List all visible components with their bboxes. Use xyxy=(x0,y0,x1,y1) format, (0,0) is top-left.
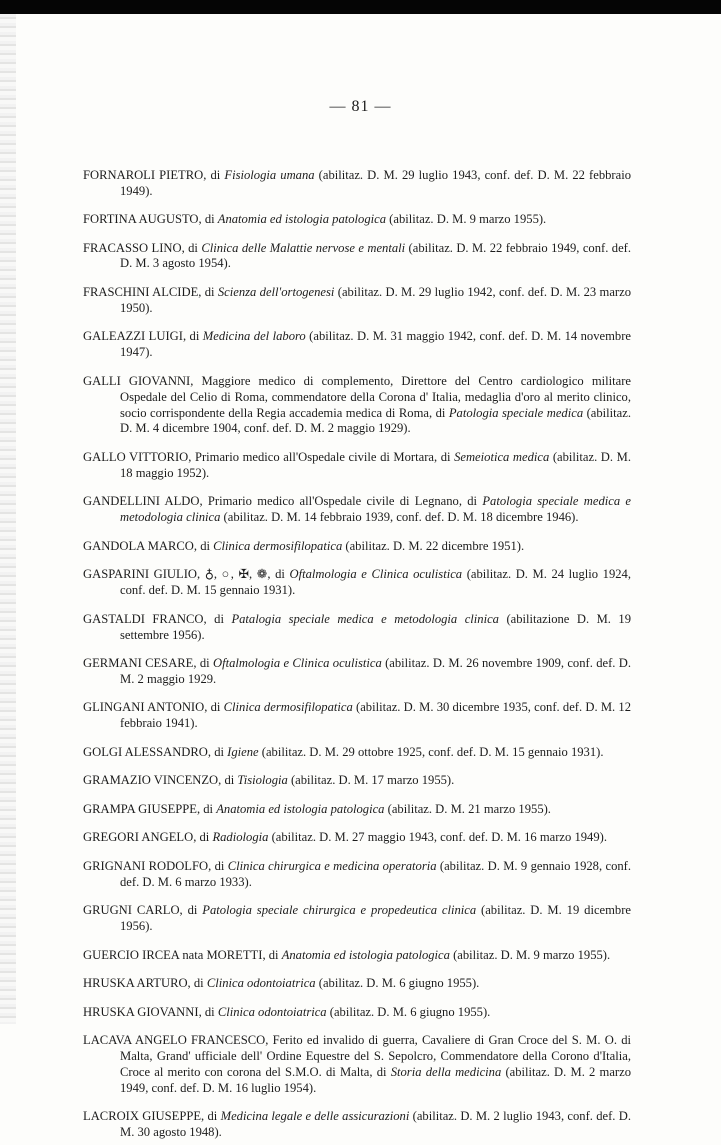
entry xyxy=(83,567,631,599)
entry-text: LACAVA ANGELO FRANCESCO, Ferito ed invalido di guerra, Cavaliere di Gran Croce del S. M. O. di Malta, Grand' ufficiale dell' Ordine Equestre del S. Sepolcro, Commendatore della Corono d'Italia, Croce al merito con corona del S.M.O. di Malta, di xyxy=(83,1033,631,1079)
entry-text: LACROIX GIUSEPPE, di xyxy=(83,1109,221,1124)
entry-subject: Anatomia ed istologia patologica xyxy=(281,947,450,962)
entry-text: (abilitaz. D. M. 9 marzo 1955). xyxy=(386,212,547,226)
entry-text: (abilitaz. D. M. 21 marzo 1955). xyxy=(384,801,551,816)
entry-subject: Patologia speciale medica e metodologia clinica xyxy=(120,494,631,525)
entry-text: GALEAZZI LUIGI, di xyxy=(83,329,203,344)
entry-text: (abilitaz. D. M. 2 luglio 1943, conf. def. D. M. 30 agosto 1948). xyxy=(120,1109,631,1140)
entry-text: (abilitaz. D. M. 29 luglio 1943, conf. def. D. M. 22 febbraio 1949). xyxy=(120,167,631,198)
entry-subject: Anatomia ed istologia patologica xyxy=(217,212,387,226)
entry xyxy=(83,285,631,317)
entry-text: FRACASSO LINO, di xyxy=(83,240,202,255)
entry-text: (abilitaz. D. M. 24 luglio 1924, conf. def. D. M. 15 gennaio 1931). xyxy=(120,567,631,598)
entry xyxy=(83,948,631,964)
entry xyxy=(83,241,631,273)
entry-text: (abilitaz. D. M. 22 febbraio 1949, conf. def. D. M. 3 agosto 1954). xyxy=(120,240,632,271)
entry-subject: Clinica delle Malattie nervose e mentali xyxy=(201,240,406,255)
entry-text: (abilitaz. D. M. 29 ottobre 1925, conf. def. D. M. 15 gennaio 1931). xyxy=(258,744,604,759)
entry-subject: Clinica dermosifilopatica xyxy=(213,538,343,553)
entry-text: (abilitaz. D. M. 2 marzo 1949, conf. def. D. M. 16 luglio 1954). xyxy=(120,1065,631,1095)
entry xyxy=(83,494,631,526)
entry xyxy=(83,1005,631,1021)
entry xyxy=(83,212,631,228)
entry xyxy=(83,656,631,688)
entry-text: (abilitaz. D. M. 6 giugno 1955). xyxy=(326,1004,491,1019)
entry-subject: Radiologia xyxy=(212,830,269,845)
entry xyxy=(83,773,631,789)
entry-subject: Patologia speciale chirurgica e propedeutica clinica xyxy=(202,903,477,918)
entry-text: GANDOLA MARCO, di xyxy=(83,538,214,553)
entry-subject: Clinica odontoiatrica xyxy=(217,1004,327,1019)
entry-text: GALLO VITTORIO, Primario medico all'Ospedale civile di Mortara, di xyxy=(83,449,455,464)
page-number: — 81 — xyxy=(329,98,392,115)
entry-text: (abilitaz. D. M. 22 dicembre 1951). xyxy=(342,538,525,553)
scan-binding-edge xyxy=(0,14,16,1024)
entry xyxy=(83,1033,631,1097)
entry-text: GOLGI ALESSANDRO, di xyxy=(83,744,228,759)
entry-text: (abilitaz. D. M. 26 novembre 1909, conf. def. D. M. 2 maggio 1929. xyxy=(120,656,631,686)
entry-text: GRAMAZIO VINCENZO, di xyxy=(83,773,238,788)
entry-text: FRASCHINI ALCIDE, di xyxy=(83,284,218,299)
entry-subject: Igiene xyxy=(227,744,259,759)
entry-subject: Storia della medicina xyxy=(390,1065,502,1079)
entry-text: GREGORI ANGELO, di xyxy=(83,830,213,845)
entry-subject: Medicina del laboro xyxy=(202,329,306,344)
entry-text: GUERCIO IRCEA nata MORETTI, di xyxy=(83,947,282,962)
entry-text: HRUSKA GIOVANNI, di xyxy=(83,1004,218,1019)
entry-text: GANDELLINI ALDO, Primario medico all'Ospedale civile di Legnano, di xyxy=(83,494,483,509)
entry-text: GRAMPA GIUSEPPE, di xyxy=(83,801,217,816)
entry xyxy=(83,700,631,732)
entry-subject: Clinica chirurgica e medicina operatoria xyxy=(227,858,437,873)
entry-subject: Scienza dell'ortogenesi xyxy=(217,284,335,299)
entry-subject: Fisiologia umana xyxy=(224,167,315,182)
entry-subject: Clinica odontoiatrica xyxy=(206,976,316,991)
entry xyxy=(83,612,631,644)
entry-list xyxy=(83,155,631,1145)
entry-text: (abilitaz. D. M. 31 maggio 1942, conf. def. D. M. 14 novembre 1947). xyxy=(120,329,631,360)
entry xyxy=(83,374,631,438)
entry-text: GERMANI CESARE, di xyxy=(83,656,213,671)
entry-subject: Medicina legale e delle assicurazioni xyxy=(220,1109,410,1124)
entry xyxy=(83,1109,631,1141)
entry xyxy=(83,539,631,555)
entry-subject: Tisiologia xyxy=(237,773,288,788)
entry-text: GLINGANI ANTONIO, di xyxy=(83,700,224,715)
entry-text: (abilitaz. D. M. 14 febbraio 1939, conf. def. D. M. 18 dicembre 1946). xyxy=(220,510,579,525)
entry-subject: Patalogia speciale medica e metodologia clinica xyxy=(231,611,499,626)
entry xyxy=(83,903,631,935)
entry-text: (abilitaz. D. M. 9 marzo 1955). xyxy=(449,947,611,962)
entry-text: GASTALDI FRANCO, di xyxy=(83,611,232,626)
entry-subject: Semeiotica medica xyxy=(454,449,550,464)
entry-text: (abilitaz. D. M. 27 maggio 1943, conf. def. D. M. 16 marzo 1949). xyxy=(268,830,607,845)
entry xyxy=(83,745,631,761)
entry-text: (abilitaz. D. M. 19 dicembre 1956). xyxy=(120,903,631,934)
entry-text: (abilitaz. D. M. 6 giugno 1955). xyxy=(315,976,480,991)
entry-subject: Clinica dermosifilopatica xyxy=(223,700,353,715)
entry-subject: Oftalmologia e Clinica oculistica xyxy=(212,656,382,671)
entry xyxy=(83,976,631,992)
entry-text: (abilitaz. D. M. 9 gennaio 1928, conf. def. D. M. 6 marzo 1933). xyxy=(120,858,632,889)
entry xyxy=(83,802,631,818)
entry-text: HRUSKA ARTURO, di xyxy=(83,976,207,991)
entry-text: (abilitaz. D. M. 4 dicembre 1904, conf. def. D. M. 2 maggio 1929). xyxy=(120,405,632,436)
entry-text: FORNAROLI PIETRO, di xyxy=(83,167,225,182)
entry-subject: Anatomia ed istologia patologica xyxy=(216,801,385,816)
entry xyxy=(83,168,631,200)
entry-subject: Oftalmologia e Clinica oculistica xyxy=(289,567,463,582)
entry-text: (abilitaz. D. M. 30 dicembre 1935, conf. def. D. M. 12 febbraio 1941). xyxy=(120,700,631,731)
entry-text: GRUGNI CARLO, di xyxy=(83,903,203,918)
entry xyxy=(83,329,631,361)
scan-top-border xyxy=(0,0,721,14)
entry xyxy=(83,830,631,846)
entry-text: GASPARINI GIULIO, ♁, ○, ✠, ❁, di xyxy=(83,567,290,582)
entry-text: FORTINA AUGUSTO, di xyxy=(83,212,218,226)
entry-text: GRIGNANI RODOLFO, di xyxy=(83,858,228,873)
entry-text: (abilitaz. D. M. 29 luglio 1942, conf. def. D. M. 23 marzo 1950). xyxy=(120,284,632,315)
entry-text: (abilitazione D. M. 19 settembre 1956). xyxy=(120,611,632,642)
entry xyxy=(83,859,631,891)
entry-text: GALLI GIOVANNI, Maggiore medico di complemento, Direttore del Centro cardiologico militare Ospedale del Celio di Roma, commendatore della Corona d' Italia, medaglia d'oro al merito clinico, socio corrispondente della Regia accademia medica di Roma, di xyxy=(83,373,631,420)
entry-subject: Patologia speciale medica xyxy=(448,405,584,420)
entry xyxy=(83,450,631,482)
entry-text: (abilitaz. D. M. 17 marzo 1955). xyxy=(287,773,455,788)
entry-text: (abilitaz. D. M. 18 maggio 1952). xyxy=(120,449,631,480)
